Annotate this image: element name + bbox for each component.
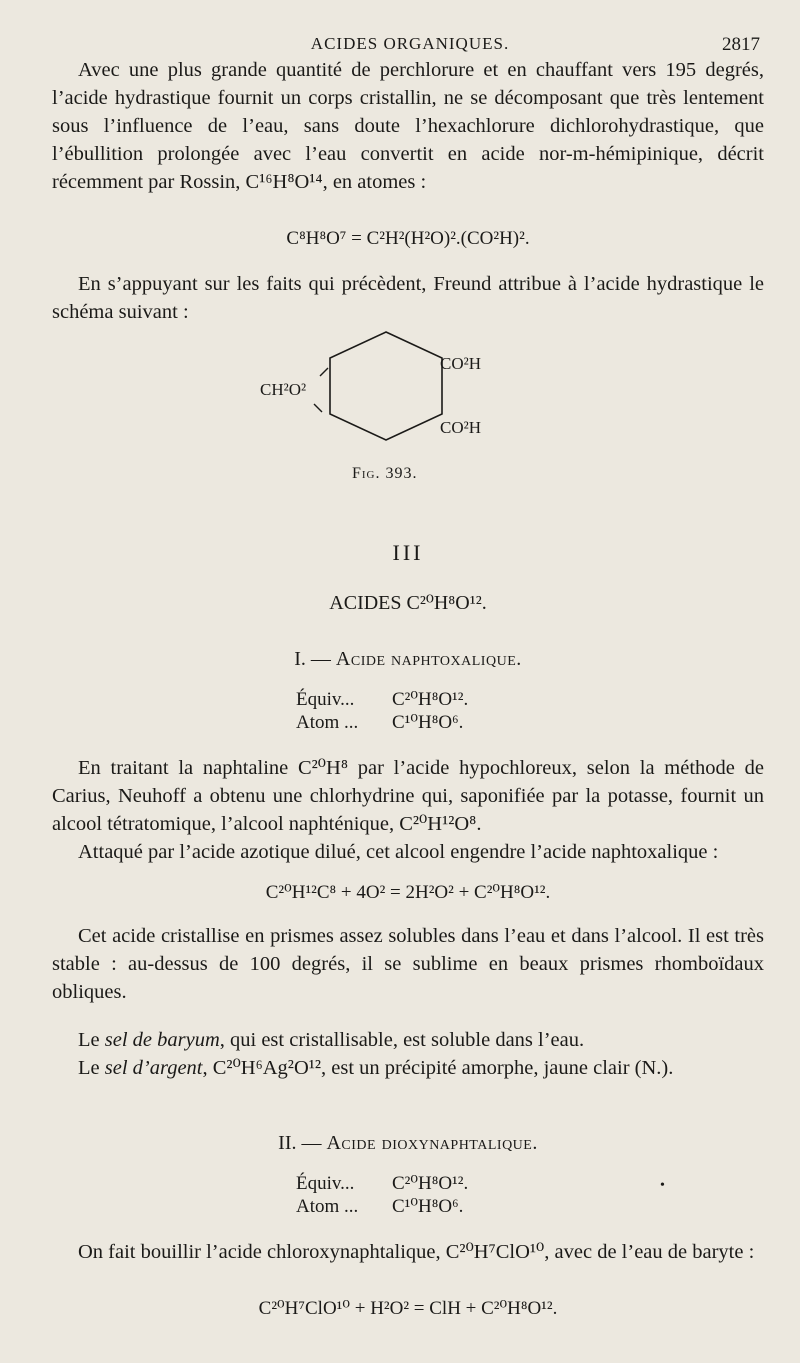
- bond-left-upper: [320, 368, 328, 376]
- text-rest: , qui est cristallisable, est soluble dans l’eau.: [219, 1029, 585, 1051]
- equation-naphtoxalique: C²⁰H¹²C⁸ + 4O² = 2H²O² + C²⁰H⁸O¹².: [265, 882, 551, 903]
- equiv-row: [296, 1172, 468, 1195]
- benzene-ring: [330, 332, 442, 440]
- atom-label: Atom ...: [296, 1196, 359, 1217]
- subsection-number: I. —: [294, 648, 336, 670]
- salt-name-argent: sel d’argent: [104, 1057, 203, 1079]
- text-rest: , C²⁰H⁶Ag²O¹², est un précipité amorphe, jaune clair (N.).: [202, 1057, 674, 1079]
- equiv-row: [296, 688, 468, 711]
- paragraph-cristallise: Cet acide cristallise en prismes assez solubles dans l’eau et dans l’alcool. Il est très stable : au-dessus de 100 degrés, il se sublime en beaux prismes rhomboïdaux obliques.: [52, 925, 764, 1003]
- paragraph-chloroxynaphtalique: On fait bouillir l’acide chloroxynaphtalique, C²⁰H⁷ClO¹⁰, avec de l’eau de baryte :: [78, 1241, 755, 1263]
- running-title: ACIDES ORGANIQUES.: [310, 34, 510, 53]
- subsection-name: Acide naphtoxalique.: [335, 648, 522, 670]
- paragraph-naphtaline: En traitant la naphtaline C²⁰H⁸ par l’acide hypochloreux, selon la méthode de Carius, Neuhoff a obtenu une chlorhydrine qui, saponifiée par la potasse, fournit un alcool tétratomique, l’alcool naphténique, C²⁰H¹²O⁸.: [52, 757, 764, 835]
- page-number: 2817: [722, 34, 760, 55]
- paragraph-azotique: Attaqué par l’acide azotique dilué, cet alcool engendre l’acide naphtoxalique :: [78, 841, 719, 863]
- formula-table-dioxynaphtalique: [296, 1172, 468, 1218]
- equation-dioxynaphtalique: C²⁰H⁷ClO¹⁰ + H²O² = ClH + C²⁰H⁸O¹².: [258, 1298, 558, 1319]
- subsection-heading-naphtoxalique: [52, 646, 764, 672]
- atom-label: Atom ...: [296, 712, 359, 733]
- subsection-heading-dioxynaphtalique: [52, 1130, 764, 1156]
- salt-name-baryum: sel de baryum: [104, 1029, 220, 1051]
- equiv-formula: C²⁰H⁸O¹².: [392, 689, 469, 710]
- paragraph-sel-baryum: [52, 1026, 764, 1054]
- equiv-label: Équiv...: [296, 689, 355, 710]
- atom-row: [296, 711, 468, 734]
- formula-table-naphtoxalique: [296, 688, 468, 734]
- section-title: ACIDES C²⁰H⁸O¹².: [329, 592, 487, 614]
- paragraph-perchlorure: Avec une plus grande quantité de perchlorure et en chauffant vers 195 degrés, l’acide hydrastique fournit un corps cristallin, ne se décomposant que très lentement sous l’influence de l’eau, sans doute l’hexachlorure dichlorohydrastique, que l’ébullition prolongée avec l’eau convertit en acide nor-m-hémipinique, décrit récemment par Rossin, C¹⁶H⁸O¹⁴, en atomes :: [52, 59, 764, 193]
- paragraph-sel-argent: [52, 1054, 764, 1082]
- hydrastic-acid-schema: [240, 318, 560, 468]
- label-co2h-top: CO²H: [440, 354, 481, 373]
- figure-caption: Fig. 393.: [352, 465, 418, 482]
- equiv-label: Équiv...: [296, 1173, 355, 1194]
- text-prefix: Le: [78, 1029, 105, 1051]
- ink-dot: •: [660, 1178, 665, 1193]
- text-prefix: Le: [78, 1057, 105, 1079]
- label-co2h-bottom: CO²H: [440, 418, 481, 437]
- bond-left-lower: [314, 404, 322, 412]
- subsection-number: II. —: [278, 1132, 327, 1154]
- paragraph-freund: En s’appuyant sur les faits qui précèdent, Freund attribue à l’acide hydrastique le schéma suivant :: [52, 273, 764, 323]
- running-head: [60, 30, 760, 58]
- section-number: III: [392, 540, 424, 565]
- atom-formula: C¹⁰H⁸O⁶.: [392, 712, 464, 733]
- atom-formula: C¹⁰H⁸O⁶.: [392, 1196, 464, 1217]
- equation-hemipinique: C⁸H⁸O⁷ = C²H²(H²O)².(CO²H)².: [286, 228, 530, 249]
- label-ch2o2: CH²O²: [260, 380, 307, 399]
- subsection-name: Acide dioxynaphtalique.: [326, 1132, 538, 1154]
- equiv-formula: C²⁰H⁸O¹².: [392, 1173, 469, 1194]
- atom-row: [296, 1195, 468, 1218]
